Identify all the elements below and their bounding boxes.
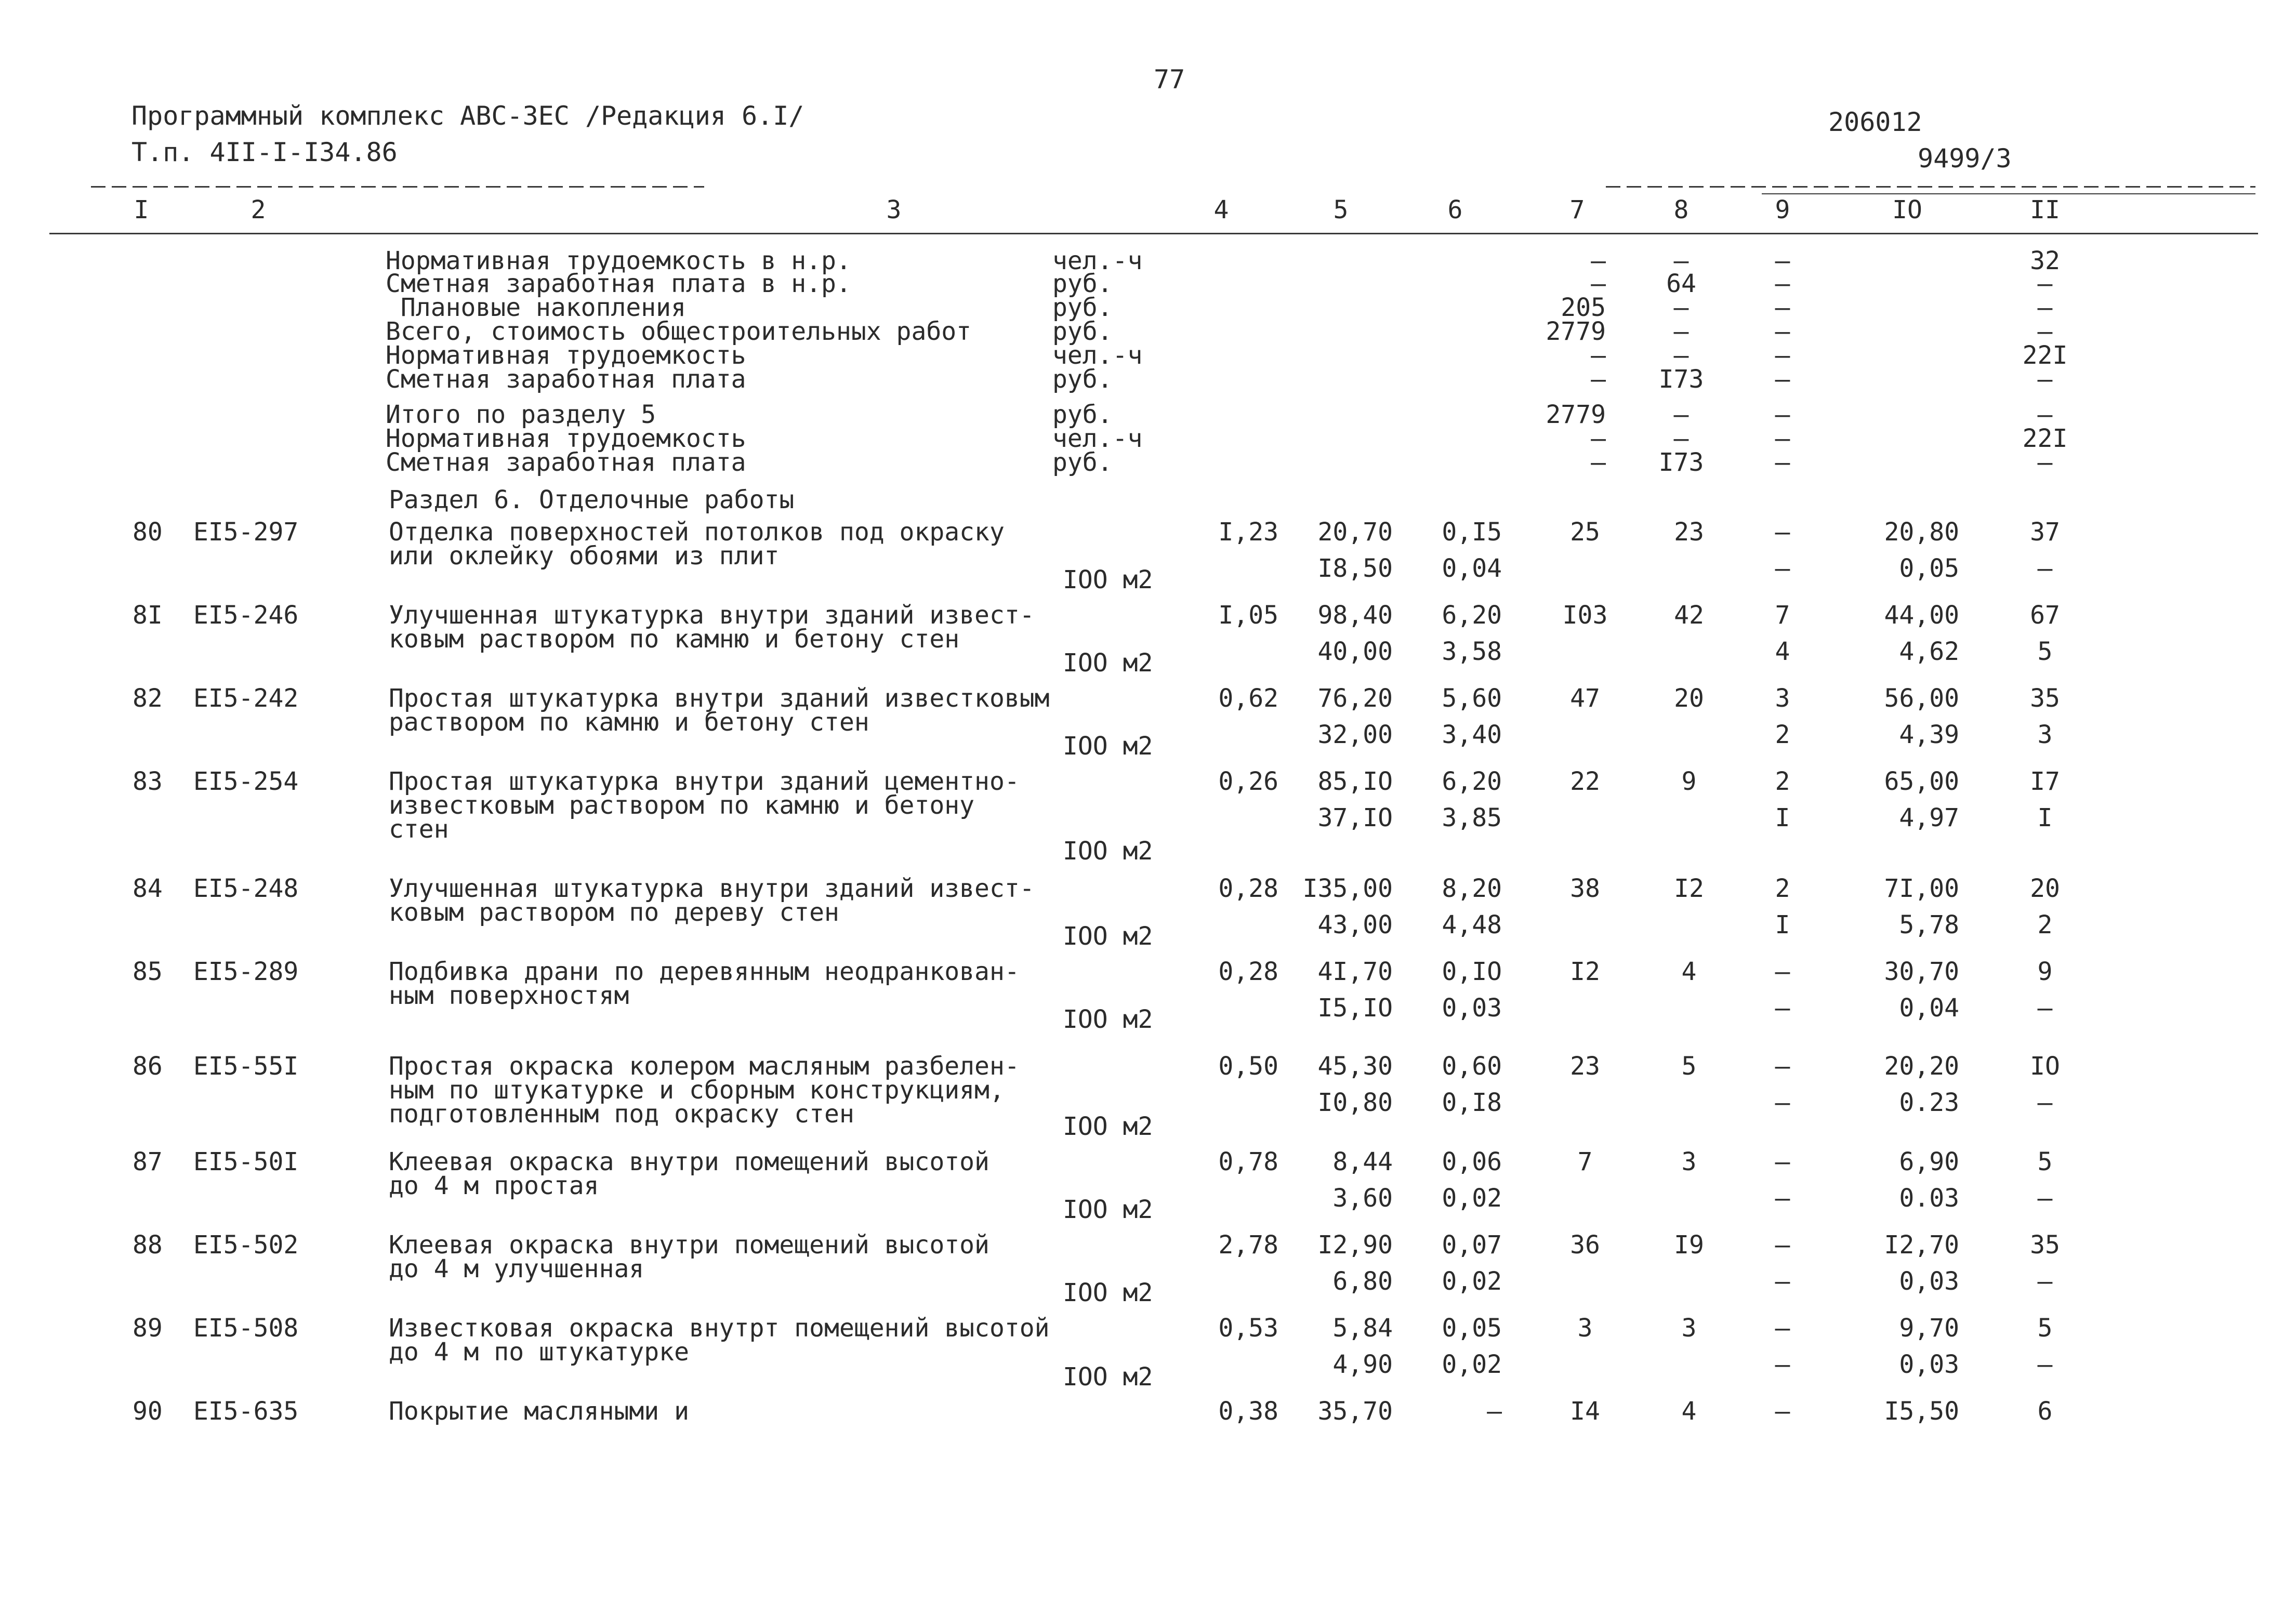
- item-unit-cost: 4,90: [1332, 1350, 1393, 1379]
- column-header-5: 5: [1333, 195, 1349, 224]
- item-description: или оклейку обоями из плит: [389, 541, 780, 571]
- item-total-cost: 25: [1570, 518, 1600, 547]
- item-wage-unit: –: [1487, 1397, 1502, 1426]
- item-quantity: 0,28: [1218, 957, 1278, 986]
- item-unit-cost: 20,70: [1317, 518, 1393, 547]
- summary-col11: –: [2037, 269, 2053, 298]
- row-number: 90: [133, 1397, 163, 1426]
- summary-col7: –: [1591, 424, 1606, 453]
- rate-code: EI5-248: [193, 874, 299, 903]
- summary-col9: –: [1775, 269, 1790, 298]
- item-total-wage: 42: [1674, 601, 1704, 630]
- item-labor-total: –: [2037, 1088, 2053, 1117]
- item-labor-total: I: [2037, 803, 2053, 832]
- item-wage-unit: 6,20: [1442, 601, 1502, 630]
- summary-col8: –: [1673, 246, 1689, 275]
- item-unit: IOO м2: [1063, 1195, 1153, 1224]
- item-total-wage: 9: [1681, 767, 1697, 796]
- item-quantity: 0,50: [1218, 1052, 1278, 1081]
- summary-col8: I73: [1658, 448, 1704, 477]
- item-unit-cost: 35,70: [1317, 1397, 1393, 1426]
- header-top-rule-left: [91, 186, 704, 188]
- item-description: Улучшенная штукатурка внутри зданий извест-: [389, 874, 1035, 903]
- item-labor-unit: 20,20: [1884, 1052, 1959, 1081]
- summary-label: Нормативная трудоемкость: [386, 341, 746, 370]
- item-quantity: 0,78: [1218, 1147, 1278, 1176]
- item-description: Клеевая окраска внутри помещений высотой: [389, 1147, 989, 1176]
- item-labor-total: 5: [2037, 637, 2053, 666]
- summary-label: Нормативная трудоемкость: [386, 424, 746, 453]
- header-top-rule-right: [1606, 186, 2255, 188]
- item-labor-unit: 0,04: [1899, 994, 1959, 1023]
- rate-code: EI5-289: [193, 957, 299, 986]
- item-labor-total: 67: [2030, 601, 2060, 630]
- item-total-wage: 20: [1674, 684, 1704, 713]
- item-machine: –: [1775, 1314, 1790, 1343]
- item-labor-unit: 56,00: [1884, 684, 1959, 713]
- item-description: ным по штукатурке и сборным конструкциям,: [389, 1076, 1005, 1105]
- item-unit-cost: 8,44: [1332, 1147, 1393, 1176]
- rate-code: EI5-254: [193, 767, 299, 796]
- item-total-cost: 47: [1570, 684, 1600, 713]
- item-total-wage: 3: [1681, 1314, 1697, 1343]
- column-header-4: 4: [1213, 195, 1229, 224]
- item-description: известковым раствором по камню и бетону: [389, 791, 975, 820]
- summary-col11: –: [2037, 448, 2053, 477]
- item-wage-unit: 0,07: [1442, 1230, 1502, 1260]
- item-wage-unit: 0,02: [1442, 1184, 1502, 1213]
- item-unit-cost: 85,IO: [1317, 767, 1393, 796]
- summary-col7: –: [1591, 246, 1606, 275]
- item-description: подготовленным под окраску стен: [389, 1100, 854, 1129]
- item-labor-unit: 4,62: [1899, 637, 1959, 666]
- item-machine: –: [1775, 554, 1790, 583]
- summary-col7: –: [1591, 341, 1606, 370]
- summary-col8: –: [1673, 317, 1689, 346]
- item-machine: –: [1775, 1184, 1790, 1213]
- summary-unit: руб.: [1052, 269, 1113, 298]
- item-quantity: 0,62: [1218, 684, 1278, 713]
- item-total-cost: 23: [1570, 1052, 1600, 1081]
- item-labor-unit: 30,70: [1884, 957, 1959, 986]
- item-machine: –: [1775, 1350, 1790, 1379]
- summary-col9: –: [1775, 341, 1790, 370]
- item-machine: –: [1775, 1088, 1790, 1117]
- item-description: ным поверхностям: [389, 981, 629, 1010]
- item-wage-unit: 6,20: [1442, 767, 1502, 796]
- item-labor-total: 37: [2030, 518, 2060, 547]
- item-labor-total: 35: [2030, 684, 2060, 713]
- summary-col8: 64: [1666, 269, 1696, 298]
- row-number: 85: [133, 957, 163, 986]
- summary-col7: 205: [1561, 293, 1606, 322]
- summary-label: Сметная заработная плата: [386, 448, 746, 477]
- item-labor-total: –: [2037, 1350, 2053, 1379]
- item-description: ковым раствором по камню и бетону стен: [389, 625, 960, 654]
- summary-unit: руб.: [1052, 293, 1113, 322]
- rate-code: EI5-635: [193, 1397, 299, 1426]
- item-quantity: 0,53: [1218, 1314, 1278, 1343]
- item-unit: IOO м2: [1063, 1005, 1153, 1034]
- summary-col9: –: [1775, 400, 1790, 429]
- summary-col11: –: [2037, 293, 2053, 322]
- item-wage-unit: 0,04: [1442, 554, 1502, 583]
- item-machine: 2: [1775, 874, 1790, 903]
- item-unit-cost: 5,84: [1332, 1314, 1393, 1343]
- item-unit-cost: I2,90: [1317, 1230, 1393, 1260]
- item-machine: –: [1775, 1052, 1790, 1081]
- item-unit-cost: 37,IO: [1317, 803, 1393, 832]
- item-labor-unit: 5,78: [1899, 910, 1959, 939]
- item-unit-cost: 32,00: [1317, 720, 1393, 749]
- item-unit-cost: I8,50: [1317, 554, 1393, 583]
- item-unit: IOO м2: [1063, 732, 1153, 761]
- item-description: Покрытие масляными и: [389, 1397, 689, 1426]
- item-wage-unit: 0,60: [1442, 1052, 1502, 1081]
- item-unit: IOO м2: [1063, 1362, 1153, 1392]
- column-header-11: II: [2030, 195, 2060, 224]
- summary-unit: чел.-ч: [1052, 246, 1143, 275]
- rate-code: EI5-246: [193, 601, 299, 630]
- item-wage-unit: 0,05: [1442, 1314, 1502, 1343]
- summary-label: Сметная заработная плата в н.р.: [386, 269, 851, 298]
- item-wage-unit: 5,60: [1442, 684, 1502, 713]
- column-header-7: 7: [1569, 195, 1585, 224]
- summary-col11: 32: [2030, 246, 2060, 275]
- summary-unit: руб.: [1052, 448, 1113, 477]
- item-labor-unit: 44,00: [1884, 601, 1959, 630]
- summary-col7: 2779: [1546, 317, 1606, 346]
- item-wage-unit: 0,02: [1442, 1267, 1502, 1296]
- rate-code: EI5-502: [193, 1230, 299, 1260]
- item-unit: IOO м2: [1063, 565, 1153, 594]
- item-description: Известковая окраска внутрт помещений высотой: [389, 1314, 1050, 1343]
- item-labor-total: –: [2037, 994, 2053, 1023]
- summary-label: Всего, стоимость общестроительных работ: [386, 317, 972, 346]
- item-labor-unit: 0,05: [1899, 554, 1959, 583]
- summary-col9: –: [1775, 448, 1790, 477]
- item-labor-unit: 4,39: [1899, 720, 1959, 749]
- item-labor-unit: 0,03: [1899, 1350, 1959, 1379]
- item-total-wage: 3: [1681, 1147, 1697, 1176]
- summary-col9: –: [1775, 365, 1790, 394]
- summary-unit: чел.-ч: [1052, 424, 1143, 453]
- item-machine: I: [1775, 910, 1790, 939]
- summary-col9: –: [1775, 424, 1790, 453]
- item-labor-unit: 65,00: [1884, 767, 1959, 796]
- item-labor-unit: 7I,00: [1884, 874, 1959, 903]
- item-unit: IOO м2: [1063, 837, 1153, 866]
- row-number: 8I: [133, 601, 163, 630]
- item-description: Подбивка драни по деревянным неодранкован-: [389, 957, 1020, 986]
- item-unit: IOO м2: [1063, 1112, 1153, 1141]
- item-total-wage: 4: [1681, 957, 1697, 986]
- item-machine: –: [1775, 1230, 1790, 1260]
- item-total-cost: 38: [1570, 874, 1600, 903]
- summary-col9: –: [1775, 293, 1790, 322]
- item-unit: IOO м2: [1063, 1278, 1153, 1307]
- summary-label: Плановые накопления: [386, 293, 686, 322]
- item-machine: –: [1775, 1397, 1790, 1426]
- summary-col7: –: [1591, 269, 1606, 298]
- item-labor-total: 2: [2037, 910, 2053, 939]
- item-labor-total: 5: [2037, 1147, 2053, 1176]
- item-unit: IOO м2: [1063, 648, 1153, 678]
- item-wage-unit: 0,IO: [1442, 957, 1502, 986]
- item-quantity: 0,26: [1218, 767, 1278, 796]
- item-description: ковым раствором по дереву стен: [389, 898, 839, 927]
- item-quantity: I,05: [1218, 601, 1278, 630]
- item-unit-cost: I0,80: [1317, 1088, 1393, 1117]
- summary-label: Нормативная трудоемкость в н.р.: [386, 246, 851, 275]
- summary-col7: 2779: [1546, 400, 1606, 429]
- column-header-2: 2: [250, 195, 266, 224]
- row-number: 83: [133, 767, 163, 796]
- rate-code: EI5-297: [193, 518, 299, 547]
- item-description: стен: [389, 815, 449, 844]
- item-unit: IOO м2: [1063, 922, 1153, 951]
- item-total-wage: 4: [1681, 1397, 1697, 1426]
- document-reference: 9499/3: [1918, 143, 2012, 174]
- summary-col11: 22I: [2022, 341, 2068, 370]
- item-quantity: 2,78: [1218, 1230, 1278, 1260]
- item-labor-total: I7: [2030, 767, 2060, 796]
- item-total-cost: I4: [1570, 1397, 1600, 1426]
- item-labor-total: 6: [2037, 1397, 2053, 1426]
- row-number: 84: [133, 874, 163, 903]
- item-machine: 2: [1775, 767, 1790, 796]
- item-total-wage: I9: [1674, 1230, 1704, 1260]
- item-unit-cost: 43,00: [1317, 910, 1393, 939]
- item-unit-cost: 40,00: [1317, 637, 1393, 666]
- item-total-cost: 36: [1570, 1230, 1600, 1260]
- section-title: Раздел 6. Отделочные работы: [389, 485, 795, 514]
- item-total-cost: I03: [1562, 601, 1608, 630]
- item-quantity: I,23: [1218, 518, 1278, 547]
- item-total-cost: I2: [1570, 957, 1600, 986]
- item-total-cost: 7: [1577, 1147, 1593, 1176]
- item-unit-cost: I5,IO: [1317, 994, 1393, 1023]
- row-number: 89: [133, 1314, 163, 1343]
- item-labor-unit: 6,90: [1899, 1147, 1959, 1176]
- column-header-8: 8: [1673, 195, 1689, 224]
- item-unit-cost: I35,00: [1302, 874, 1393, 903]
- item-labor-unit: 0.03: [1899, 1184, 1959, 1213]
- item-labor-unit: I5,50: [1884, 1397, 1959, 1426]
- item-total-cost: 22: [1570, 767, 1600, 796]
- item-labor-total: IO: [2030, 1052, 2060, 1081]
- summary-col11: 22I: [2022, 424, 2068, 453]
- item-machine: –: [1775, 1147, 1790, 1176]
- item-wage-unit: 3,40: [1442, 720, 1502, 749]
- item-unit-cost: 4I,70: [1317, 957, 1393, 986]
- item-description: Простая штукатурка внутри зданий известковым: [389, 684, 1050, 713]
- summary-unit: чел.-ч: [1052, 341, 1143, 370]
- item-wage-unit: 0,02: [1442, 1350, 1502, 1379]
- item-unit-cost: 76,20: [1317, 684, 1393, 713]
- summary-col8: –: [1673, 424, 1689, 453]
- item-wage-unit: 0,I8: [1442, 1088, 1502, 1117]
- summary-col9: –: [1775, 246, 1790, 275]
- item-machine: 3: [1775, 684, 1790, 713]
- item-wage-unit: 8,20: [1442, 874, 1502, 903]
- item-labor-total: 35: [2030, 1230, 2060, 1260]
- summary-unit: руб.: [1052, 365, 1113, 394]
- item-labor-total: 20: [2030, 874, 2060, 903]
- rate-code: EI5-242: [193, 684, 299, 713]
- item-quantity: 0,38: [1218, 1397, 1278, 1426]
- item-wage-unit: 4,48: [1442, 910, 1502, 939]
- column-header-3: 3: [886, 195, 902, 224]
- summary-col11: –: [2037, 400, 2053, 429]
- item-labor-total: –: [2037, 1184, 2053, 1213]
- page-number: 77: [1154, 64, 1185, 95]
- item-wage-unit: 3,85: [1442, 803, 1502, 832]
- item-description: раствором по камню и бетону стен: [389, 708, 869, 737]
- item-labor-unit: 0,03: [1899, 1267, 1959, 1296]
- program-title: Программный комплекс АВС-3ЕС /Редакция 6.I/: [131, 101, 804, 131]
- item-machine: 7: [1775, 601, 1790, 630]
- item-wage-unit: 0,03: [1442, 994, 1502, 1023]
- item-labor-total: 5: [2037, 1314, 2053, 1343]
- row-number: 88: [133, 1230, 163, 1260]
- item-labor-total: –: [2037, 1267, 2053, 1296]
- item-machine: 4: [1775, 637, 1790, 666]
- summary-label: Сметная заработная плата: [386, 365, 746, 394]
- item-total-wage: 23: [1674, 518, 1704, 547]
- row-number: 82: [133, 684, 163, 713]
- item-machine: I: [1775, 803, 1790, 832]
- item-total-wage: 5: [1681, 1052, 1697, 1081]
- summary-col8: I73: [1658, 365, 1704, 394]
- item-labor-unit: 0.23: [1899, 1088, 1959, 1117]
- project-code: Т.п. 4II-I-I34.86: [131, 137, 398, 167]
- item-description: до 4 м улучшенная: [389, 1254, 644, 1283]
- item-unit-cost: 45,30: [1317, 1052, 1393, 1081]
- item-wage-unit: 0,06: [1442, 1147, 1502, 1176]
- summary-col9: –: [1775, 317, 1790, 346]
- item-description: Клеевая окраска внутри помещений высотой: [389, 1230, 989, 1260]
- header-top-rule-far-right: [1762, 193, 2255, 194]
- item-description: Отделка поверхностей потолков под окраску: [389, 518, 1005, 547]
- column-header-1: I: [134, 195, 149, 224]
- summary-col11: –: [2037, 365, 2053, 394]
- item-labor-total: 9: [2037, 957, 2053, 986]
- header-bottom-rule: [49, 233, 2258, 234]
- item-labor-total: –: [2037, 554, 2053, 583]
- document-code: 206012: [1828, 107, 1922, 137]
- column-header-6: 6: [1447, 195, 1463, 224]
- summary-col7: –: [1591, 365, 1606, 394]
- item-machine: –: [1775, 994, 1790, 1023]
- summary-col8: –: [1673, 293, 1689, 322]
- item-labor-total: 3: [2037, 720, 2053, 749]
- item-labor-unit: 4,97: [1899, 803, 1959, 832]
- item-labor-unit: 9,70: [1899, 1314, 1959, 1343]
- item-wage-unit: 0,I5: [1442, 518, 1502, 547]
- row-number: 87: [133, 1147, 163, 1176]
- item-machine: –: [1775, 957, 1790, 986]
- item-machine: 2: [1775, 720, 1790, 749]
- item-machine: –: [1775, 1267, 1790, 1296]
- rate-code: EI5-508: [193, 1314, 299, 1343]
- column-header-10: IO: [1892, 195, 1922, 224]
- summary-col11: –: [2037, 317, 2053, 346]
- item-machine: –: [1775, 518, 1790, 547]
- row-number: 80: [133, 518, 163, 547]
- rate-code: EI5-55I: [193, 1052, 299, 1081]
- row-number: 86: [133, 1052, 163, 1081]
- rate-code: EI5-50I: [193, 1147, 299, 1176]
- item-description: Улучшенная штукатурка внутри зданий извест-: [389, 601, 1035, 630]
- summary-label: Итого по разделу 5: [386, 400, 656, 429]
- item-total-cost: 3: [1577, 1314, 1593, 1343]
- summary-col8: –: [1673, 400, 1689, 429]
- item-total-wage: I2: [1674, 874, 1704, 903]
- item-description: Простая окраска колером масляным разбелен-: [389, 1052, 1020, 1081]
- item-description: до 4 м по штукатурке: [389, 1338, 689, 1367]
- item-unit-cost: 98,40: [1317, 601, 1393, 630]
- summary-unit: руб.: [1052, 400, 1113, 429]
- item-labor-unit: I2,70: [1884, 1230, 1959, 1260]
- summary-col7: –: [1591, 448, 1606, 477]
- summary-col8: –: [1673, 341, 1689, 370]
- item-quantity: 0,28: [1218, 874, 1278, 903]
- item-unit-cost: 6,80: [1332, 1267, 1393, 1296]
- column-header-9: 9: [1775, 195, 1790, 224]
- item-labor-unit: 20,80: [1884, 518, 1959, 547]
- item-unit-cost: 3,60: [1332, 1184, 1393, 1213]
- item-wage-unit: 3,58: [1442, 637, 1502, 666]
- item-description: Простая штукатурка внутри зданий цементно-: [389, 767, 1020, 796]
- summary-unit: руб.: [1052, 317, 1113, 346]
- item-description: до 4 м простая: [389, 1171, 599, 1200]
